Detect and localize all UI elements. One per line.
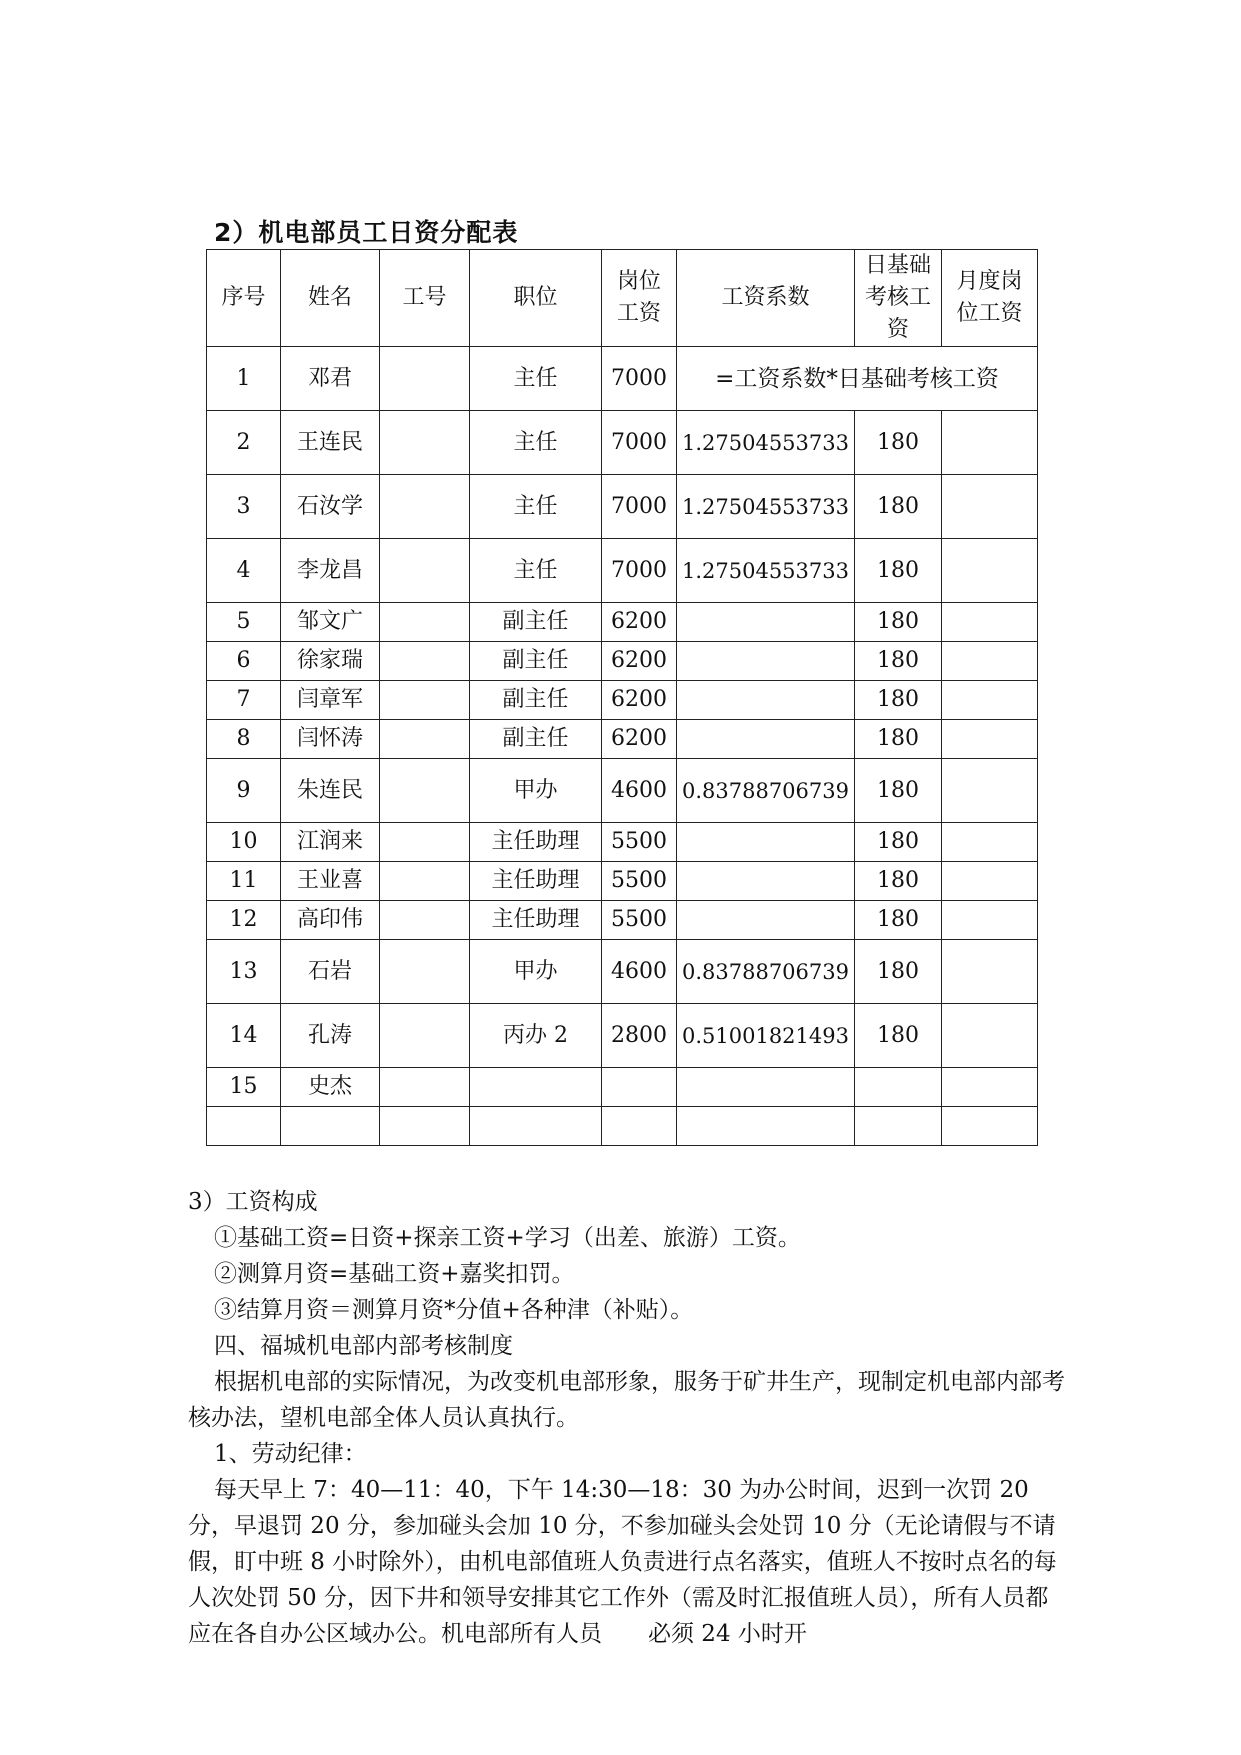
cell-id [380, 642, 470, 681]
cell-name: 徐家瑞 [281, 642, 380, 681]
cell-id [380, 823, 470, 862]
cell-position: 主任助理 [470, 862, 602, 901]
cell-post-wage: 5500 [602, 862, 677, 901]
cell-position: 主任 [470, 475, 602, 539]
cell-seq: 4 [207, 539, 281, 603]
cell-daily-base: 180 [855, 901, 942, 940]
cell-post-wage: 6200 [602, 681, 677, 720]
cell-name: 石汝学 [281, 475, 380, 539]
formula-note-cell: =工资系数*日基础考核工资 [677, 347, 1038, 411]
cell-name: 闫章军 [281, 681, 380, 720]
cell-id [380, 720, 470, 759]
cell-seq [207, 1107, 281, 1146]
cell-monthly [942, 642, 1038, 681]
cell-daily-base: 180 [855, 720, 942, 759]
cell-id [380, 862, 470, 901]
cell-id [380, 475, 470, 539]
cell-seq: 3 [207, 475, 281, 539]
sub1-text: 每天早上 7：40—11：40，下午 14:30—18：30 为办公时间，迟到一次罚 20 分，早退罚 20 分，参加碰头会加 10 分，不参加碰头会处罚 10 分（无论请假与不请假，盯中班 8 小时除外），由机电部值班人负责进行点名落实，值班人不按时点名的每人次处罚 50 分，因下井和领导安排其它工作外（需及时汇报值班人员），所有人员都应在各自办公区域办公。机电部所有人员 必须 24 小时开 [188, 1477, 1057, 1647]
cell-position: 主任 [470, 539, 602, 603]
cell-coef [677, 1107, 855, 1146]
cell-daily-base: 180 [855, 411, 942, 475]
wage-item: ①基础工资=日资+探亲工资+学习（出差、旅游）工资。 [214, 1225, 801, 1251]
cell-coef: 1.27504553733 [677, 411, 855, 475]
cell-name: 李龙昌 [281, 539, 380, 603]
section4-title: 四、福城机电部内部考核制度 [214, 1333, 513, 1359]
cell-name: 邓君 [281, 347, 380, 411]
cell-name: 闫怀涛 [281, 720, 380, 759]
cell-monthly [942, 759, 1038, 823]
cell-coef [677, 862, 855, 901]
cell-seq: 12 [207, 901, 281, 940]
cell-position: 主任 [470, 347, 602, 411]
table-row [207, 1107, 1038, 1146]
cell-monthly [942, 603, 1038, 642]
cell-monthly [942, 862, 1038, 901]
cell-daily-base: 180 [855, 681, 942, 720]
cell-coef: 1.27504553733 [677, 475, 855, 539]
cell-seq: 9 [207, 759, 281, 823]
cell-id [380, 539, 470, 603]
cell-daily-base: 180 [855, 759, 942, 823]
cell-daily-base: 180 [855, 642, 942, 681]
cell-monthly [942, 539, 1038, 603]
cell-coef: 1.27504553733 [677, 539, 855, 603]
cell-monthly [942, 720, 1038, 759]
header-name: 姓名 [281, 250, 380, 347]
cell-position [470, 1107, 602, 1146]
cell-post-wage: 6200 [602, 603, 677, 642]
cell-name: 朱连民 [281, 759, 380, 823]
cell-name: 高印伟 [281, 901, 380, 940]
cell-position: 丙办 2 [470, 1004, 602, 1068]
cell-daily-base: 180 [855, 862, 942, 901]
cell-position [470, 1068, 602, 1107]
cell-id [380, 411, 470, 475]
table-row [207, 411, 1038, 475]
cell-seq: 6 [207, 642, 281, 681]
cell-name: 孔涛 [281, 1004, 380, 1068]
cell-name: 石岩 [281, 940, 380, 1004]
cell-daily-base: 180 [855, 823, 942, 862]
section3-title: 3）工资构成 [188, 1189, 318, 1215]
wage-item: ③结算月资＝测算月资*分值+各种津（补贴）。 [214, 1297, 694, 1323]
table-row [207, 347, 1038, 411]
table-header-row [207, 250, 1038, 347]
cell-name: 邹文广 [281, 603, 380, 642]
cell-post-wage: 4600 [602, 759, 677, 823]
cell-seq: 14 [207, 1004, 281, 1068]
cell-seq: 1 [207, 347, 281, 411]
table-row [207, 901, 1038, 940]
cell-coef [677, 823, 855, 862]
section4-intro: 根据机电部的实际情况，为改变机电部形象，服务于矿井生产，现制定机电部内部考核办法，望机电部全体人员认真执行。 [188, 1369, 1065, 1431]
table-row [207, 823, 1038, 862]
cell-monthly [942, 1004, 1038, 1068]
cell-coef: 0.83788706739 [677, 940, 855, 1004]
cell-position: 主任 [470, 411, 602, 475]
table-row [207, 681, 1038, 720]
cell-coef [677, 681, 855, 720]
cell-name: 史杰 [281, 1068, 380, 1107]
table-row [207, 539, 1038, 603]
cell-position: 甲办 [470, 940, 602, 1004]
cell-seq: 5 [207, 603, 281, 642]
cell-coef: 0.83788706739 [677, 759, 855, 823]
cell-daily-base: 180 [855, 1004, 942, 1068]
cell-monthly [942, 475, 1038, 539]
cell-monthly [942, 681, 1038, 720]
cell-post-wage: 7000 [602, 539, 677, 603]
cell-monthly [942, 940, 1038, 1004]
cell-post-wage: 6200 [602, 720, 677, 759]
cell-position: 主任助理 [470, 823, 602, 862]
cell-daily-base: 180 [855, 603, 942, 642]
cell-post-wage: 5500 [602, 901, 677, 940]
cell-position: 副主任 [470, 642, 602, 681]
cell-position: 副主任 [470, 603, 602, 642]
cell-coef: 0.51001821493 [677, 1004, 855, 1068]
cell-post-wage [602, 1068, 677, 1107]
cell-post-wage: 7000 [602, 347, 677, 411]
cell-name: 王业喜 [281, 862, 380, 901]
table-row [207, 720, 1038, 759]
cell-post-wage: 7000 [602, 475, 677, 539]
cell-position: 副主任 [470, 681, 602, 720]
cell-seq: 15 [207, 1068, 281, 1107]
cell-position: 甲办 [470, 759, 602, 823]
cell-monthly [942, 1107, 1038, 1146]
header-id: 工号 [380, 250, 470, 347]
cell-post-wage: 6200 [602, 642, 677, 681]
cell-id [380, 759, 470, 823]
cell-daily-base [855, 1068, 942, 1107]
header-monthly: 月度岗位工资 [942, 250, 1038, 347]
cell-id [380, 940, 470, 1004]
header-seq: 序号 [207, 250, 281, 347]
cell-daily-base: 180 [855, 475, 942, 539]
header-coef: 工资系数 [677, 250, 855, 347]
cell-id [380, 347, 470, 411]
table-row [207, 940, 1038, 1004]
cell-monthly [942, 823, 1038, 862]
table-row [207, 642, 1038, 681]
table-row [207, 603, 1038, 642]
cell-daily-base: 180 [855, 940, 942, 1004]
cell-coef [677, 901, 855, 940]
cell-id [380, 1107, 470, 1146]
cell-post-wage: 7000 [602, 411, 677, 475]
sub1-title: 1、劳动纪律： [214, 1441, 367, 1467]
cell-monthly [942, 411, 1038, 475]
cell-name: 王连民 [281, 411, 380, 475]
table-row [207, 759, 1038, 823]
wage-item: ②测算月资=基础工资+嘉奖扣罚。 [214, 1261, 575, 1287]
header-post-wage: 岗位工资 [602, 250, 677, 347]
cell-coef [677, 642, 855, 681]
table-row [207, 1068, 1038, 1107]
cell-monthly [942, 901, 1038, 940]
cell-id [380, 1004, 470, 1068]
cell-daily-base: 180 [855, 539, 942, 603]
cell-post-wage: 5500 [602, 823, 677, 862]
cell-position: 主任助理 [470, 901, 602, 940]
cell-coef [677, 1068, 855, 1107]
wage-distribution-table [206, 249, 1038, 1146]
cell-id [380, 681, 470, 720]
header-position: 职位 [470, 250, 602, 347]
header-daily-base: 日基础考核工资 [855, 250, 942, 347]
cell-seq: 7 [207, 681, 281, 720]
cell-post-wage: 4600 [602, 940, 677, 1004]
cell-post-wage [602, 1107, 677, 1146]
cell-coef [677, 720, 855, 759]
cell-seq: 10 [207, 823, 281, 862]
cell-seq: 8 [207, 720, 281, 759]
table-row [207, 862, 1038, 901]
cell-seq: 11 [207, 862, 281, 901]
cell-name [281, 1107, 380, 1146]
cell-post-wage: 2800 [602, 1004, 677, 1068]
cell-monthly [942, 1068, 1038, 1107]
body-text [188, 1184, 1068, 1652]
cell-name: 江润来 [281, 823, 380, 862]
cell-seq: 2 [207, 411, 281, 475]
cell-daily-base [855, 1107, 942, 1146]
cell-id [380, 603, 470, 642]
cell-position: 副主任 [470, 720, 602, 759]
table-row [207, 1004, 1038, 1068]
table-row [207, 475, 1038, 539]
cell-coef [677, 603, 855, 642]
cell-id [380, 1068, 470, 1107]
table-title: 2）机电部员工日资分配表 [214, 218, 519, 247]
cell-id [380, 901, 470, 940]
cell-seq: 13 [207, 940, 281, 1004]
